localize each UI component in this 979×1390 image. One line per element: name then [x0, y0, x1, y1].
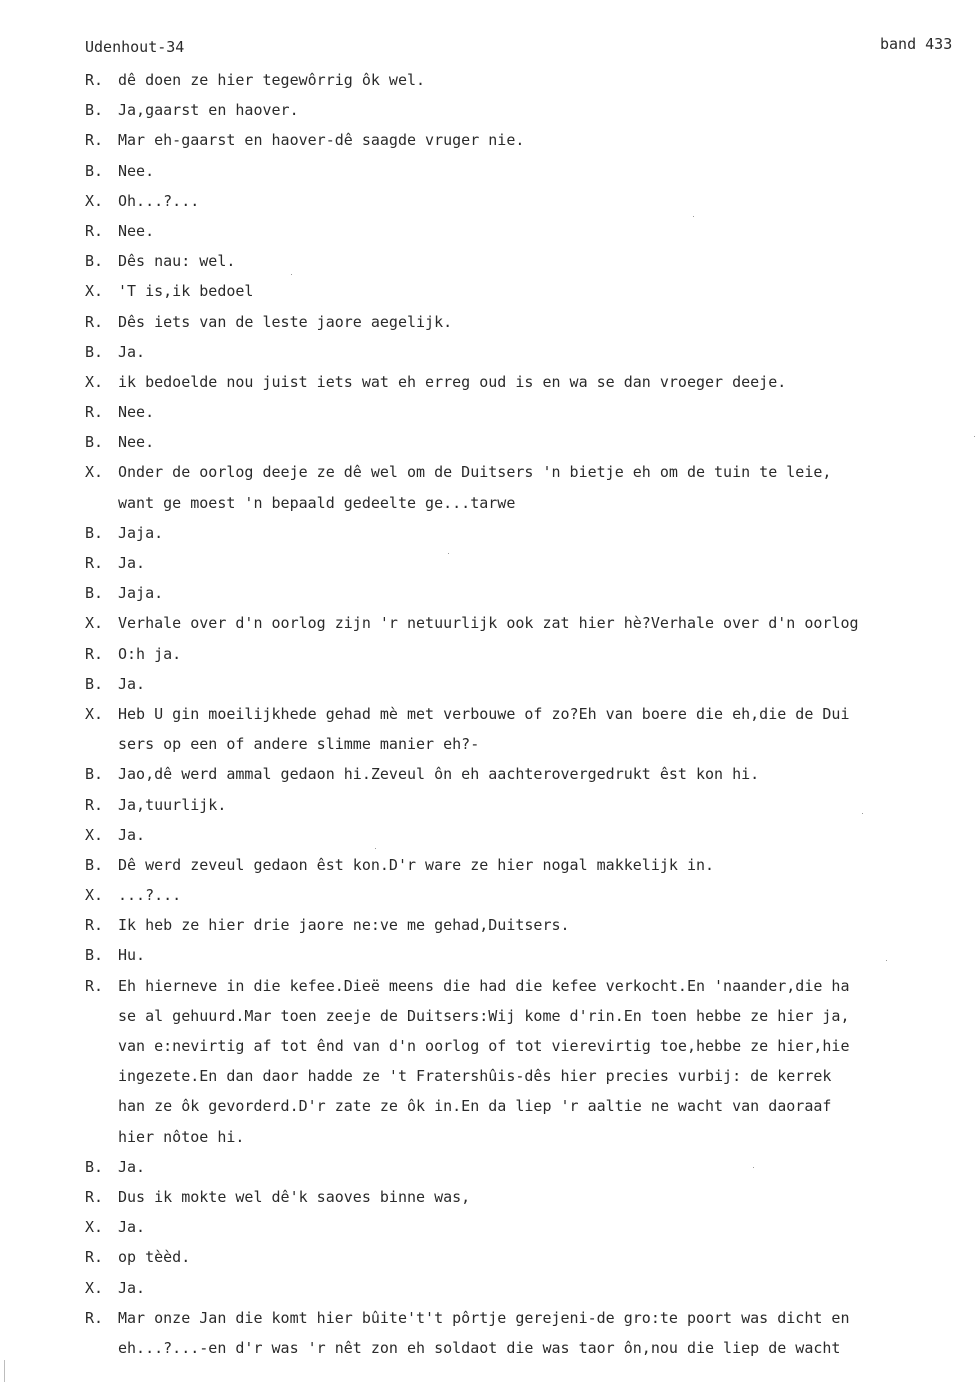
transcript-line: [85, 639, 979, 669]
transcript-line: [85, 276, 979, 306]
transcript-line-continuation: [85, 1091, 979, 1121]
utterance-text: Dus ik mokte wel dê'k saoves binne was,: [118, 1187, 471, 1206]
tape-number: band 433: [880, 35, 953, 53]
transcript-line-continuation: [85, 1001, 979, 1031]
transcript-line: [85, 850, 979, 880]
paper-speck: [886, 960, 887, 961]
scan-margin-mark: [4, 1360, 5, 1382]
utterance-text: Mar onze Jan die komt hier bûite't't pôrtje gerejeni-de gro:te poort was dicht en: [118, 1308, 850, 1327]
document-id: Udenhout-34: [85, 38, 185, 56]
paper-speck: [448, 553, 449, 554]
utterance-text: Ja.: [118, 554, 146, 572]
transcript-line: [85, 518, 979, 548]
speaker-label: B.: [85, 101, 104, 120]
transcript-line: [85, 971, 979, 1001]
transcript-line: [85, 759, 979, 789]
utterance-text: Ja.: [118, 825, 146, 844]
transcript-line-continuation: [85, 1122, 979, 1152]
utterance-text: Onder de oorlog deeje ze dê wel om de Duitsers 'n bietje eh om de tuin te leie,: [118, 463, 832, 482]
speaker-label: X.: [85, 1278, 104, 1297]
utterance-text: Hu.: [118, 946, 146, 965]
utterance-text: ...?...: [118, 886, 182, 905]
speaker-label: B.: [85, 523, 104, 542]
utterance-text: Oh...?...: [118, 191, 200, 210]
speaker-label: B.: [85, 946, 104, 965]
transcript-line: [85, 940, 979, 970]
transcript-line-continuation: [85, 729, 979, 759]
transcript-line: [85, 457, 979, 487]
transcript-line: [85, 367, 979, 397]
transcript-line: [85, 1303, 979, 1333]
transcript-line: [85, 1273, 979, 1303]
utterance-text: Jaja.: [118, 584, 164, 603]
transcript-line: [85, 1212, 979, 1242]
transcript-line-continuation: [85, 1061, 979, 1091]
transcript-line-continuation: [85, 488, 979, 518]
speaker-label: B.: [85, 855, 104, 874]
utterance-text: Ja.: [118, 1218, 146, 1237]
utterance-text: Ja,gaarst en haover.: [118, 101, 299, 120]
speaker-label: B.: [85, 433, 104, 452]
transcript: [85, 65, 979, 1363]
speaker-label: X.: [85, 614, 104, 633]
transcript-line: [85, 669, 979, 699]
utterance-text: han ze ôk gevorderd.D'r zate ze ôk in.En da liep 'r aaltie ne wacht van daoraaf: [118, 1097, 832, 1116]
utterance-text: O:h ja.: [118, 644, 182, 663]
utterance-text: Dê werd zeveul gedaon êst kon.D'r ware ze hier nogal makkelijk in.: [118, 855, 715, 874]
speaker-label: X.: [85, 463, 104, 482]
utterance-text: want ge moest 'n bepaald gedeelte ge...tarwe: [118, 493, 516, 512]
utterance-text: Mar eh-gaarst en haover-dê saagde vruger nie.: [118, 131, 525, 150]
transcript-line: [85, 246, 979, 276]
paper-speck: [974, 436, 975, 437]
utterance-text: dê doen ze hier tegewôrrig ôk wel.: [118, 71, 426, 89]
speaker-label: R.: [85, 131, 104, 150]
utterance-text: Eh hierneve in die kefee.Dieë meens die had die kefee verkocht.En 'naander,die ha: [118, 976, 850, 995]
speaker-label: R.: [85, 1308, 104, 1327]
transcript-line: [85, 1152, 979, 1182]
transcript-line: [85, 1242, 979, 1272]
transcript-line: [85, 337, 979, 367]
speaker-label: R.: [85, 644, 104, 663]
speaker-label: R.: [85, 221, 104, 240]
speaker-label: X.: [85, 886, 104, 905]
transcript-line: [85, 427, 979, 457]
speaker-label: X.: [85, 1218, 104, 1237]
speaker-label: B.: [85, 342, 104, 361]
transcript-line: [85, 307, 979, 337]
utterance-text: Ja.: [118, 1278, 146, 1297]
utterance-text: eh...?...-en d'r was 'r nêt zon eh soldaot die was taor ôn,nou die liep de wacht: [118, 1338, 841, 1357]
utterance-text: Dês nau: wel.: [118, 252, 236, 271]
utterance-text: Heb U gin moeilijkhede gehad mè met verbouwe of zo?Eh van boere die eh,die de Dui: [118, 704, 850, 723]
speaker-label: B.: [85, 765, 104, 784]
transcript-line: [85, 156, 979, 186]
transcript-line: [85, 1182, 979, 1212]
paper-speck: [291, 274, 292, 275]
transcript-line: [85, 578, 979, 608]
speaker-label: R.: [85, 71, 104, 89]
utterance-text: se al gehuurd.Mar toen zeeje de Duitsers:Wij kome d'rin.En toen hebbe ze hier ja,: [118, 1006, 850, 1025]
utterance-text: Verhale over d'n oorlog zijn 'r netuurlijk ook zat hier hè?Verhale over d'n oorlog: [118, 614, 859, 633]
transcript-line: [85, 65, 979, 95]
transcript-line: [85, 95, 979, 125]
utterance-text: Nee.: [118, 221, 155, 240]
utterance-text: sers op een of andere slimme manier eh?-: [118, 735, 480, 754]
utterance-text: Nee.: [118, 403, 155, 422]
transcript-line: [85, 910, 979, 940]
utterance-text: ingezete.En dan daor hadde ze 't Fratershûis-dês hier precies vurbij: de kerrek: [118, 1067, 832, 1086]
utterance-text: 'T is,ik bedoel: [118, 282, 254, 301]
transcript-line: [85, 790, 979, 820]
paper-speck: [693, 216, 694, 217]
utterance-text: Nee.: [118, 161, 155, 180]
speaker-label: X.: [85, 282, 104, 301]
speaker-label: B.: [85, 584, 104, 603]
speaker-label: R.: [85, 554, 104, 572]
utterance-text: Nee.: [118, 433, 155, 452]
utterance-text: Ja.: [118, 674, 146, 693]
speaker-label: R.: [85, 1187, 104, 1206]
speaker-label: B.: [85, 252, 104, 271]
utterance-text: hier nôtoe hi.: [118, 1127, 245, 1146]
speaker-label: X.: [85, 825, 104, 844]
utterance-text: Dês iets van de leste jaore aegelijk.: [118, 312, 453, 331]
utterance-text: Ja.: [118, 342, 146, 361]
speaker-label: B.: [85, 1157, 104, 1176]
speaker-label: R.: [85, 403, 104, 422]
utterance-text: op tèèd.: [118, 1248, 191, 1267]
transcript-line: [85, 548, 979, 578]
transcript-line: [85, 186, 979, 216]
speaker-label: B.: [85, 161, 104, 180]
speaker-label: B.: [85, 674, 104, 693]
transcript-line: [85, 699, 979, 729]
utterance-text: Ik heb ze hier drie jaore ne:ve me gehad,Duitsers.: [118, 916, 570, 935]
speaker-label: R.: [85, 312, 104, 331]
transcript-line-continuation: [85, 1333, 979, 1363]
utterance-text: van e:nevirtig af tot ênd van d'n oorlog of tot vierevirtig toe,hebbe ze hier,hie: [118, 1037, 850, 1055]
transcript-line: [85, 880, 979, 910]
paper-speck: [862, 813, 863, 814]
transcript-line: [85, 125, 979, 155]
transcript-line: [85, 608, 979, 638]
transcript-line: [85, 216, 979, 246]
speaker-label: R.: [85, 1248, 104, 1267]
utterance-text: ik bedoelde nou juist iets wat eh erreg oud is en wa se dan vroeger deeje.: [118, 372, 787, 391]
transcript-line: [85, 820, 979, 850]
speaker-label: X.: [85, 191, 104, 210]
transcript-line: [85, 397, 979, 427]
paper-speck: [753, 1167, 754, 1168]
speaker-label: X.: [85, 372, 104, 391]
speaker-label: R.: [85, 976, 104, 995]
utterance-text: Ja,tuurlijk.: [118, 795, 227, 814]
speaker-label: X.: [85, 704, 104, 723]
utterance-text: Ja.: [118, 1157, 146, 1176]
utterance-text: Jaja.: [118, 523, 164, 542]
transcript-line-continuation: [85, 1031, 979, 1061]
utterance-text: Jao,dê werd ammal gedaon hi.Zeveul ôn eh aachterovergedrukt êst kon hi.: [118, 765, 760, 784]
paper-speck: [375, 848, 376, 849]
speaker-label: R.: [85, 795, 104, 814]
speaker-label: R.: [85, 916, 104, 935]
